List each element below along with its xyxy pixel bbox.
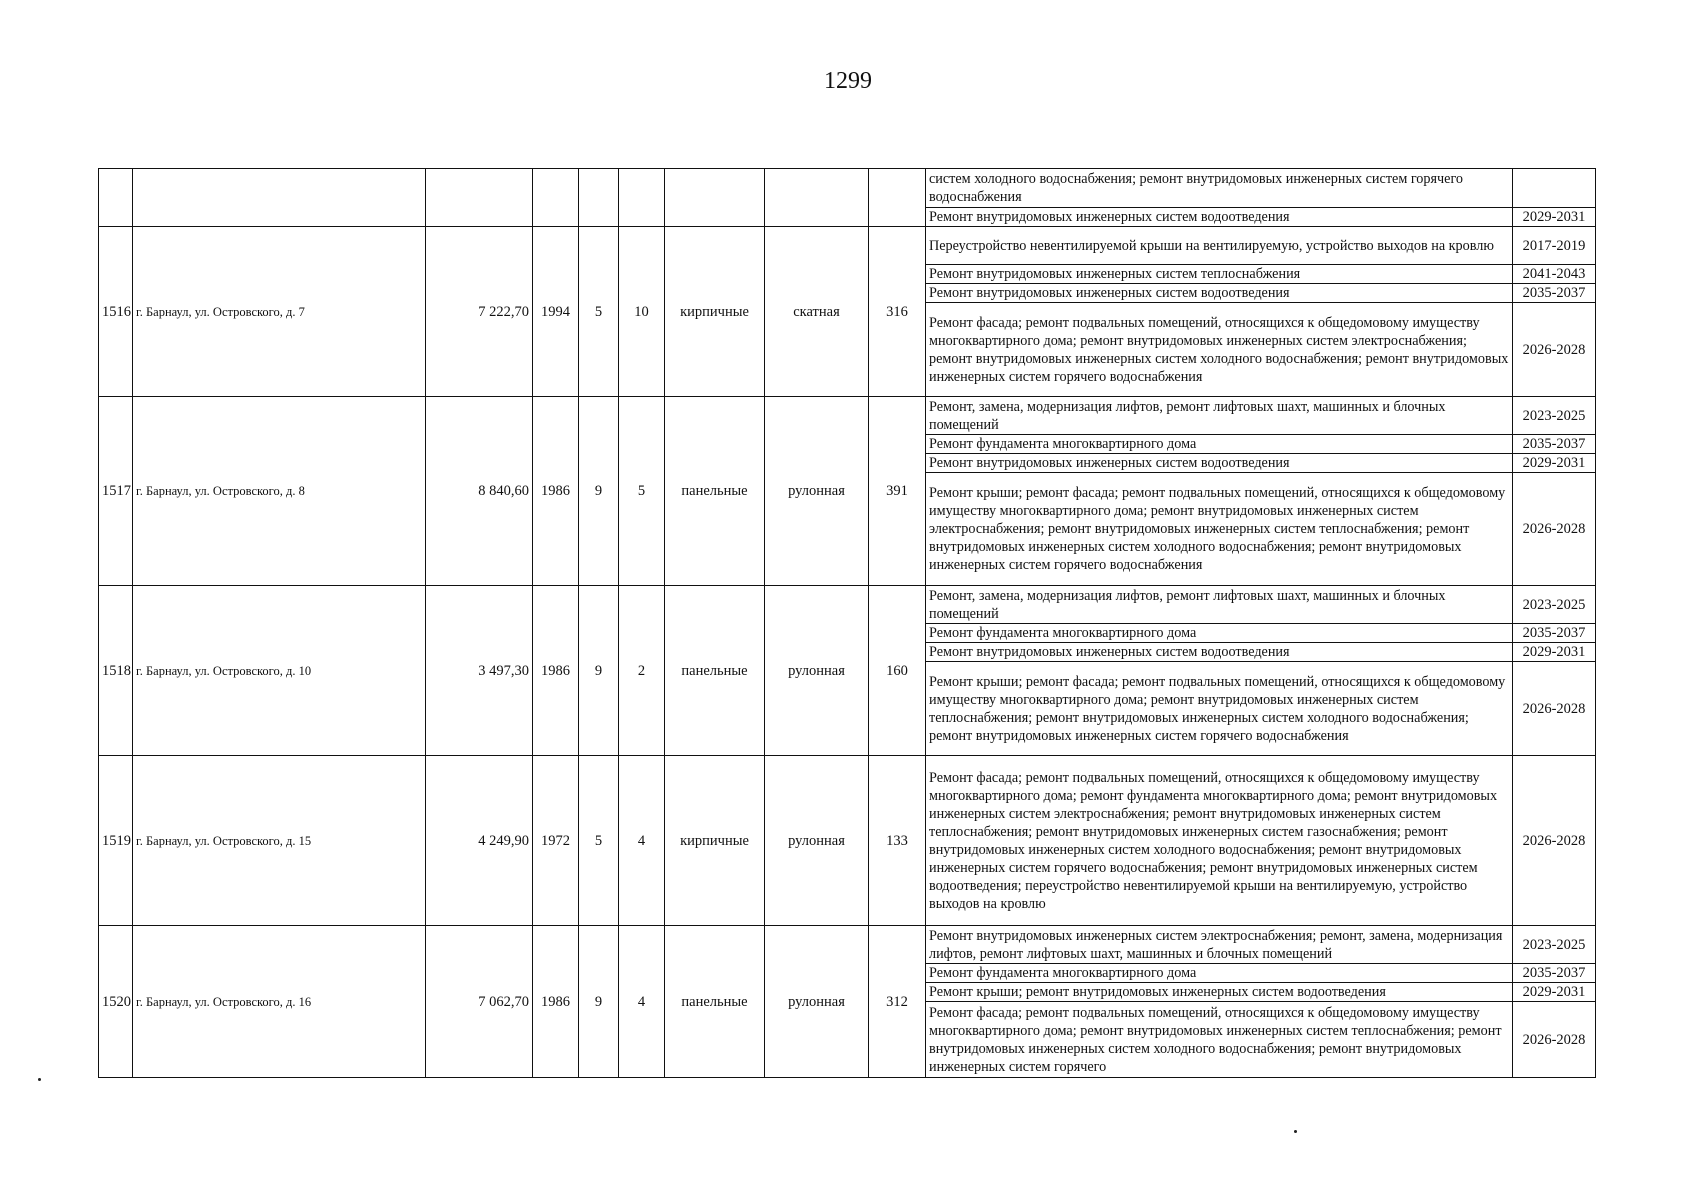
- work-period: 2023-2025: [1513, 926, 1596, 964]
- building-row: [99, 756, 1596, 926]
- page-number: 1299: [824, 68, 872, 94]
- roof-type: рулонная: [765, 397, 869, 586]
- building-row: [99, 397, 1596, 435]
- total-area: 8 840,60: [426, 397, 533, 586]
- building-address: г. Барнаул, ул. Островского, д. 8: [133, 397, 426, 586]
- build-year: 1994: [533, 227, 579, 397]
- floors: 9: [579, 926, 619, 1078]
- row-number: 1516: [99, 227, 133, 397]
- work-period: 2029-2031: [1513, 208, 1596, 227]
- entrances: 4: [619, 926, 665, 1078]
- work-period: 2017-2019: [1513, 227, 1596, 265]
- roof-type: скатная: [765, 227, 869, 397]
- work-description: Ремонт крыши; ремонт внутридомовых инженерных систем водоотведения: [926, 983, 1513, 1002]
- scan-speck: [1294, 1130, 1297, 1133]
- floors: 9: [579, 586, 619, 756]
- row-number: 1517: [99, 397, 133, 586]
- work-description: Ремонт внутридомовых инженерных систем теплоснабжения: [926, 265, 1513, 284]
- work-description: Ремонт фундамента многоквартирного дома: [926, 964, 1513, 983]
- roof-type: рулонная: [765, 586, 869, 756]
- work-period: 2026-2028: [1513, 662, 1596, 756]
- work-description: Ремонт фундамента многоквартирного дома: [926, 435, 1513, 454]
- work-period: 2035-2037: [1513, 624, 1596, 643]
- work-period: [1513, 169, 1596, 208]
- building-address: г. Барнаул, ул. Островского, д. 7: [133, 227, 426, 397]
- building-repair-table: [98, 168, 1596, 1078]
- build-year: 1986: [533, 586, 579, 756]
- work-period: 2041-2043: [1513, 265, 1596, 284]
- entrances: 5: [619, 397, 665, 586]
- building-address: г. Барнаул, ул. Островского, д. 16: [133, 926, 426, 1078]
- wall-material: панельные: [665, 397, 765, 586]
- work-description: Ремонт фасада; ремонт подвальных помещений, относящихся к общедомовому имуществу многоквартирного дома; ремонт внутридомовых инженерных систем теплоснабжения; ремонт внутридомовых инженерных систем холодного водоснабжения; ремонт внутридомовых инженерных систем горячего: [926, 1002, 1513, 1078]
- work-period: 2029-2031: [1513, 454, 1596, 473]
- work-description: Ремонт крыши; ремонт фасада; ремонт подвальных помещений, относящихся к общедомовому имуществу многоквартирного дома; ремонт внутридомовых инженерных систем электроснабжения; ремонт внутридомовых инженерных систем теплоснабжения; ремонт внутридомовых инженерных систем холодного водоснабжения; ремонт внутридомовых инженерных систем горячего водоснабжения: [926, 473, 1513, 586]
- residents: 160: [869, 586, 926, 756]
- wall-material: панельные: [665, 926, 765, 1078]
- work-description: Ремонт фундамента многоквартирного дома: [926, 624, 1513, 643]
- work-period: 2035-2037: [1513, 284, 1596, 303]
- work-period: 2035-2037: [1513, 435, 1596, 454]
- work-description: Ремонт фасада; ремонт подвальных помещений, относящихся к общедомовому имуществу многоквартирного дома; ремонт внутридомовых инженерных систем электроснабжения; ремонт внутридомовых инженерных систем холодного водоснабжения; ремонт внутридомовых инженерных систем горячего водоснабжения: [926, 303, 1513, 397]
- total-area: 7 222,70: [426, 227, 533, 397]
- wall-material: панельные: [665, 586, 765, 756]
- roof-type: рулонная: [765, 926, 869, 1078]
- residents: 316: [869, 227, 926, 397]
- residents: 391: [869, 397, 926, 586]
- entrances: 10: [619, 227, 665, 397]
- building-row: [99, 227, 1596, 265]
- scan-speck: [38, 1078, 41, 1081]
- work-description: Ремонт фасада; ремонт подвальных помещений, относящихся к общедомовому имуществу многоквартирного дома; ремонт фундамента многоквартирного дома; ремонт внутридомовых инженерных систем электроснабжения; ремонт внутридомовых инженерных систем теплоснабжения; ремонт внутридомовых инженерных систем газоснабжения; ремонт внутридомовых инженерных систем холодного водоснабжения; ремонт внутридомовых инженерных систем горячего водоснабжения; ремонт внутридомовых инженерных систем водоотведения; переустройство невентилируемой крыши на вентилируемую, устройство выходов на кровлю: [926, 756, 1513, 926]
- work-period: 2023-2025: [1513, 397, 1596, 435]
- build-year: 1972: [533, 756, 579, 926]
- work-description: Ремонт, замена, модернизация лифтов, ремонт лифтовых шахт, машинных и блочных помещений: [926, 586, 1513, 624]
- roof-type: рулонная: [765, 756, 869, 926]
- work-period: 2023-2025: [1513, 586, 1596, 624]
- building-row: [99, 926, 1596, 964]
- floors: 9: [579, 397, 619, 586]
- work-description: Переустройство невентилируемой крыши на вентилируемую, устройство выходов на кровлю: [926, 227, 1513, 265]
- wall-material: кирпичные: [665, 227, 765, 397]
- total-area: 4 249,90: [426, 756, 533, 926]
- residents: 312: [869, 926, 926, 1078]
- work-description: Ремонт внутридомовых инженерных систем водоотведения: [926, 284, 1513, 303]
- building-row: [99, 586, 1596, 624]
- residents: 133: [869, 756, 926, 926]
- work-period: 2026-2028: [1513, 303, 1596, 397]
- continuation-row: [99, 169, 1596, 208]
- floors: 5: [579, 756, 619, 926]
- entrances: 2: [619, 586, 665, 756]
- total-area: 7 062,70: [426, 926, 533, 1078]
- build-year: 1986: [533, 926, 579, 1078]
- building-address: г. Барнаул, ул. Островского, д. 15: [133, 756, 426, 926]
- row-number: 1519: [99, 756, 133, 926]
- work-description: Ремонт внутридомовых инженерных систем водоотведения: [926, 643, 1513, 662]
- work-description: Ремонт крыши; ремонт фасада; ремонт подвальных помещений, относящихся к общедомовому имуществу многоквартирного дома; ремонт внутридомовых инженерных систем теплоснабжения; ремонт внутридомовых инженерных систем холодного водоснабжения; ремонт внутридомовых инженерных систем горячего водоснабжения: [926, 662, 1513, 756]
- work-description: Ремонт, замена, модернизация лифтов, ремонт лифтовых шахт, машинных и блочных помещений: [926, 397, 1513, 435]
- work-period: 2035-2037: [1513, 964, 1596, 983]
- entrances: 4: [619, 756, 665, 926]
- row-number: 1520: [99, 926, 133, 1078]
- work-period: 2026-2028: [1513, 1002, 1596, 1078]
- work-description: систем холодного водоснабжения; ремонт внутридомовых инженерных систем горячего водоснабжения: [926, 169, 1513, 208]
- work-period: 2029-2031: [1513, 983, 1596, 1002]
- work-period: 2026-2028: [1513, 473, 1596, 586]
- work-description: Ремонт внутридомовых инженерных систем водоотведения: [926, 454, 1513, 473]
- building-address: г. Барнаул, ул. Островского, д. 10: [133, 586, 426, 756]
- build-year: 1986: [533, 397, 579, 586]
- wall-material: кирпичные: [665, 756, 765, 926]
- work-period: 2029-2031: [1513, 643, 1596, 662]
- total-area: 3 497,30: [426, 586, 533, 756]
- floors: 5: [579, 227, 619, 397]
- row-number: 1518: [99, 586, 133, 756]
- work-description: Ремонт внутридомовых инженерных систем водоотведения: [926, 208, 1513, 227]
- work-period: 2026-2028: [1513, 756, 1596, 926]
- work-description: Ремонт внутридомовых инженерных систем электроснабжения; ремонт, замена, модернизация лифтов, ремонт лифтовых шахт, машинных и блочных помещений: [926, 926, 1513, 964]
